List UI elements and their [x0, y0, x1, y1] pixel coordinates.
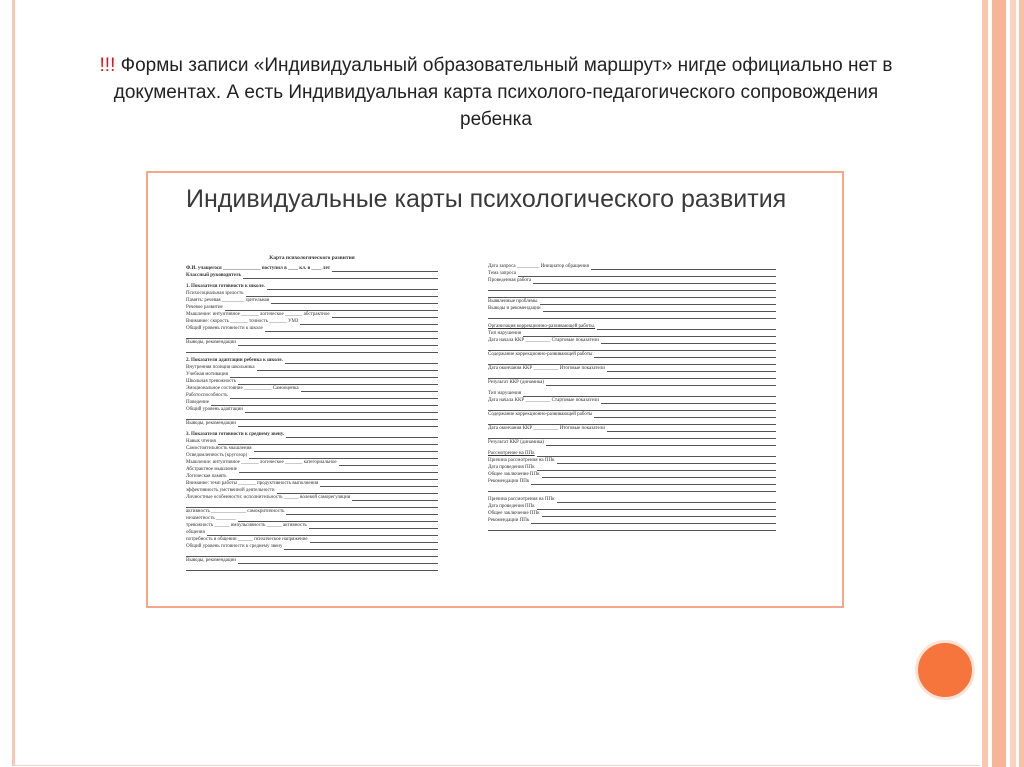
form-line-rule: [488, 486, 776, 492]
form-line-label: Абстрактное мышление: [186, 467, 237, 472]
form-line-rule: [230, 372, 438, 378]
form-line-label: Дата окончания ККР __________ Итоговые показатели: [488, 426, 605, 431]
decorative-circle: [915, 640, 975, 700]
left-form-lines: [186, 265, 438, 571]
form-line: [186, 536, 438, 543]
form-line-rule: [591, 264, 776, 270]
form-line-rule: [284, 544, 438, 550]
form-line-label: Мышление: интуитивное _______ логическое _______ категориальное: [186, 460, 337, 465]
form-line-label: Работоспособность: [186, 393, 228, 398]
form-line: [488, 390, 776, 397]
form-line-rule: [542, 472, 776, 478]
slide-heading: [80, 52, 912, 133]
form-line: [488, 457, 776, 464]
form-line-label: Выводы и рекомендации: [488, 306, 541, 311]
form-line-rule: [265, 326, 438, 332]
form-line: [186, 399, 438, 406]
form-line: [186, 364, 438, 371]
right-form-lines: [488, 263, 776, 531]
form-line-rule: [531, 479, 776, 485]
form-line-label: Результат ККР (динамика): [488, 380, 545, 385]
form-line-label: Причина рассмотрения на ППк: [488, 497, 555, 502]
form-line-label: Общий уровень готовности к среднему звену: [186, 544, 283, 549]
form-line: [488, 379, 776, 386]
form-line-rule: [257, 365, 438, 371]
form-line-rule: [540, 299, 776, 305]
form-line: [186, 564, 438, 571]
form-line: [186, 420, 438, 427]
form-line-label: Общее заключение ППк: [488, 472, 540, 477]
form-line-label: Общий уровень готовности к школе: [186, 326, 263, 331]
form-line: [488, 291, 776, 298]
form-line: [186, 406, 438, 413]
form-line-rule: [332, 312, 438, 318]
form-line-rule: [186, 333, 438, 339]
form-line: [488, 351, 776, 358]
form-line: [186, 378, 438, 385]
form-line-rule: [597, 324, 776, 330]
form-line-label: активность ______________ самокритичность: [186, 509, 285, 514]
form-line-rule: [238, 516, 438, 522]
form-line-label: Выводы, рекомендации: [186, 558, 236, 563]
form-line-label: потребность в общении ______ психическое напряжение: [186, 537, 308, 542]
form-line-rule: [488, 313, 776, 319]
form-line: [488, 524, 776, 531]
form-line-label: Организация коррекционно-развивающей работы.: [488, 324, 595, 329]
form-line-rule: [542, 511, 776, 517]
form-line-label: Содержание коррекционно-развивающей работы: [488, 412, 593, 417]
form-line-label: Классный руководитель: [186, 273, 242, 278]
form-line: [186, 431, 438, 438]
form-line-label: Мышление: интуитивное _______ логическое _______ абстрактное: [186, 312, 330, 317]
form-line-rule: [286, 432, 438, 438]
form-line: [186, 339, 438, 346]
form-line: [186, 515, 438, 522]
form-line-label: 3. Показатели готовности к среднему звену.: [186, 432, 285, 437]
form-line: [186, 371, 438, 378]
form-line: [186, 265, 438, 272]
form-line-label: Внимание: скорость _______ точность _______ УМЗ: [186, 319, 299, 324]
form-line-label: Психосоциальная зрелость: [186, 291, 244, 296]
form-line: [488, 418, 776, 425]
form-line-rule: [546, 440, 776, 446]
form-line-label: Рассмотрение на ППк: [488, 451, 535, 456]
form-line-rule: [601, 398, 776, 404]
form-line: [186, 508, 438, 515]
form-line-rule: [531, 518, 776, 524]
form-line: [488, 330, 776, 337]
form-line-rule: [186, 551, 438, 557]
form-line-label: общения: [186, 530, 205, 535]
form-line-label: Рекомендации ППк: [488, 479, 530, 484]
form-line: [488, 358, 776, 365]
form-line: [186, 452, 438, 459]
form-line-rule: [557, 497, 776, 503]
form-line-rule: [254, 446, 438, 452]
form-line: [488, 344, 776, 351]
form-line: [488, 305, 776, 312]
form-line-label: Дата проведения ППк: [488, 465, 535, 470]
form-line: [488, 432, 776, 439]
form-line: [186, 438, 438, 445]
form-line-rule: [211, 400, 438, 406]
form-line-label: Память: речевая _________ зрительная: [186, 298, 270, 303]
form-line-label: Общее заключение ППк: [488, 511, 540, 516]
form-line-label: Личностные особенности: исполнительность ______ волевой саморегуляции: [186, 495, 351, 500]
form-line: [488, 411, 776, 418]
form-line-label: Учебная мотивация: [186, 372, 228, 377]
form-line-rule: [601, 338, 776, 344]
form-line-rule: [271, 298, 438, 304]
form-line-label: Дата проведения ППк: [488, 504, 535, 509]
form-line-rule: [229, 474, 438, 480]
form-line: [186, 550, 438, 557]
form-line: [186, 385, 438, 392]
form-line: [488, 263, 776, 270]
form-line-rule: [523, 391, 776, 397]
form-line: [186, 325, 438, 332]
form-line-rule: [300, 319, 438, 325]
form-line-label: Осведомленность (кругозор): [186, 453, 248, 458]
form-line-label: Рекомендации ППк: [488, 518, 530, 523]
form-line-rule: [543, 306, 776, 312]
form-line-label: Содержание коррекционно-развивающей работы: [488, 352, 593, 357]
form-line-label: Дата окончания ККР __________ Итоговые показатели: [488, 366, 605, 371]
form-line-rule: [286, 509, 438, 515]
right-form-column: [488, 263, 776, 531]
form-line: [488, 270, 776, 277]
form-line-rule: [320, 481, 438, 487]
form-line-label: Выводы, рекомендации: [186, 340, 236, 345]
form-line-rule: [537, 465, 776, 471]
form-line: [488, 503, 776, 510]
form-line-label: Дата запроса _________ Инициатор обращения: [488, 264, 589, 269]
form-line: [488, 298, 776, 305]
form-line-label: Дата начала ККР __________ Стартовые показатели: [488, 398, 599, 403]
form-line-rule: [249, 453, 438, 459]
form-line-rule: [245, 407, 438, 413]
form-line-rule: [488, 419, 776, 425]
form-line: [186, 487, 438, 494]
form-line: [488, 277, 776, 284]
form-line: [186, 290, 438, 297]
form-line: [186, 473, 438, 480]
form-line-rule: [332, 266, 438, 272]
form-line-rule: [488, 525, 776, 531]
form-line: [186, 480, 438, 487]
form-line: [186, 297, 438, 304]
form-line-rule: [267, 284, 438, 290]
form-line: [186, 494, 438, 501]
form-line-label: тревожность ______ импульсивность ______ активность: [186, 523, 307, 528]
form-line: [186, 445, 438, 452]
form-line: [488, 312, 776, 319]
decorative-stripes: [980, 0, 1024, 767]
form-line: [186, 543, 438, 550]
form-line-rule: [488, 373, 776, 379]
form-line-label: Тип нарушения: [488, 391, 522, 396]
form-line-rule: [488, 433, 776, 439]
form-line: [488, 496, 776, 503]
form-line-rule: [488, 285, 776, 291]
form-line: [488, 517, 776, 524]
form-line: [186, 466, 438, 473]
form-line-rule: [285, 358, 438, 364]
form-line-rule: [246, 291, 439, 297]
form-line-label: Выявленные проблемы: [488, 299, 538, 304]
form-line-label: Речевое развитие: [186, 305, 223, 310]
form-line-rule: [488, 359, 776, 365]
form-line-rule: [607, 366, 776, 372]
form-line-label: Логическая память: [186, 474, 227, 479]
form-line-rule: [186, 565, 438, 571]
left-form-column: [186, 255, 438, 571]
form-line: [488, 404, 776, 411]
form-line-rule: [339, 460, 438, 466]
form-line-label: Результат ККР (динамика): [488, 440, 545, 445]
form-line: [186, 529, 438, 536]
form-line-rule: [594, 412, 776, 418]
form-line-label: Эмоциональное состояние ___________ Самооценка: [186, 386, 299, 391]
form-line-rule: [488, 345, 776, 351]
form-line: [186, 304, 438, 311]
form-line: [488, 439, 776, 446]
form-line: [186, 392, 438, 399]
form-line-label: Внутренняя позиция школьника: [186, 365, 255, 370]
form-line: [186, 311, 438, 318]
form-line-rule: [243, 273, 438, 279]
form-line-label: Тип нарушения: [488, 331, 522, 336]
form-line-label: Выводы, рекомендации: [186, 421, 236, 426]
form-line-rule: [230, 393, 439, 399]
form-line-rule: [488, 292, 776, 298]
form-line-rule: [310, 537, 438, 543]
form-line-rule: [225, 305, 438, 311]
form-line: [488, 478, 776, 485]
form-line-rule: [309, 523, 438, 529]
form-line-rule: [537, 451, 776, 457]
form-line-label: Проведенная работа: [488, 278, 532, 283]
form-line-rule: [238, 421, 438, 427]
form-line: [186, 522, 438, 529]
form-line-rule: [352, 495, 438, 501]
form-line: [186, 501, 438, 508]
form-line-rule: [533, 278, 776, 284]
form-line: [186, 272, 438, 279]
form-line: [186, 318, 438, 325]
form-line-rule: [537, 504, 776, 510]
form-line-label: Школьная тревожность: [186, 379, 236, 384]
form-line-label: Дата начала ККР __________ Стартовые показатели: [488, 338, 599, 343]
form-line-label: незаметность ________: [186, 516, 236, 521]
form-line-rule: [277, 488, 438, 494]
form-line: [488, 425, 776, 432]
form-line-rule: [186, 414, 438, 420]
form-line-rule: [488, 405, 776, 411]
left-form-title: Карта психологического развития: [269, 255, 355, 261]
form-line-rule: [239, 467, 438, 473]
form-line: [488, 471, 776, 478]
form-line: [186, 357, 438, 364]
form-line: [186, 459, 438, 466]
form-line: [186, 413, 438, 420]
form-line-label: Внимание: темп работы _______ продуктивность выполнения: [186, 481, 319, 486]
form-line-rule: [594, 352, 776, 358]
form-line-rule: [523, 331, 776, 337]
form-line-label: Общий уровень адаптации: [186, 407, 243, 412]
form-line-rule: [557, 458, 776, 464]
form-line: [186, 283, 438, 290]
form-line: [488, 372, 776, 379]
form-line: [488, 464, 776, 471]
form-line-rule: [218, 439, 438, 445]
form-line-label: Самостоятельность мышления: [186, 446, 252, 451]
form-line: [186, 332, 438, 339]
form-line: [186, 346, 438, 353]
form-line-label: Ф.И. учащегося _______________ поступил в ____ кл. в ____ лет: [186, 266, 331, 271]
form-line-label: 1. Показатели готовности к школе.: [186, 284, 265, 289]
form-line: [488, 510, 776, 517]
form-line: [186, 557, 438, 564]
form-line-rule: [238, 558, 438, 564]
form-line-rule: [238, 379, 438, 385]
form-line-rule: [546, 380, 776, 386]
heading-alert: !!!: [99, 55, 116, 76]
form-line-rule: [238, 340, 438, 346]
form-line-label: эффективность умственной деятельности: [186, 488, 275, 493]
form-line-rule: [207, 530, 438, 536]
form-line-label: Причина рассмотрения на ППк: [488, 458, 555, 463]
form-line: [488, 323, 776, 330]
heading-text: Формы записи «Индивидуальный образовательный маршрут» нигде официально нет в документах. А есть Индивидуальная карта психолого-педагогического сопровождения ребенка: [113, 55, 893, 130]
form-line: [488, 365, 776, 372]
form-line: [488, 337, 776, 344]
form-line-rule: [186, 347, 438, 353]
form-line-rule: [607, 426, 776, 432]
form-line-label: Поведение: [186, 400, 209, 405]
form-line-rule: [301, 386, 438, 392]
form-line: [488, 485, 776, 492]
form-line-label: Навык чтения: [186, 439, 216, 444]
form-line-label: 2. Показатели адаптации ребенка к школе.: [186, 358, 283, 363]
form-line: [488, 397, 776, 404]
form-line-rule: [518, 271, 776, 277]
form-line: [488, 284, 776, 291]
form-line: [488, 450, 776, 457]
form-line-rule: [186, 502, 438, 508]
form-line-label: Тема запроса: [488, 271, 517, 276]
document-title: Индивидуальные карты психологического развития: [186, 185, 787, 213]
document-image: [146, 171, 844, 608]
